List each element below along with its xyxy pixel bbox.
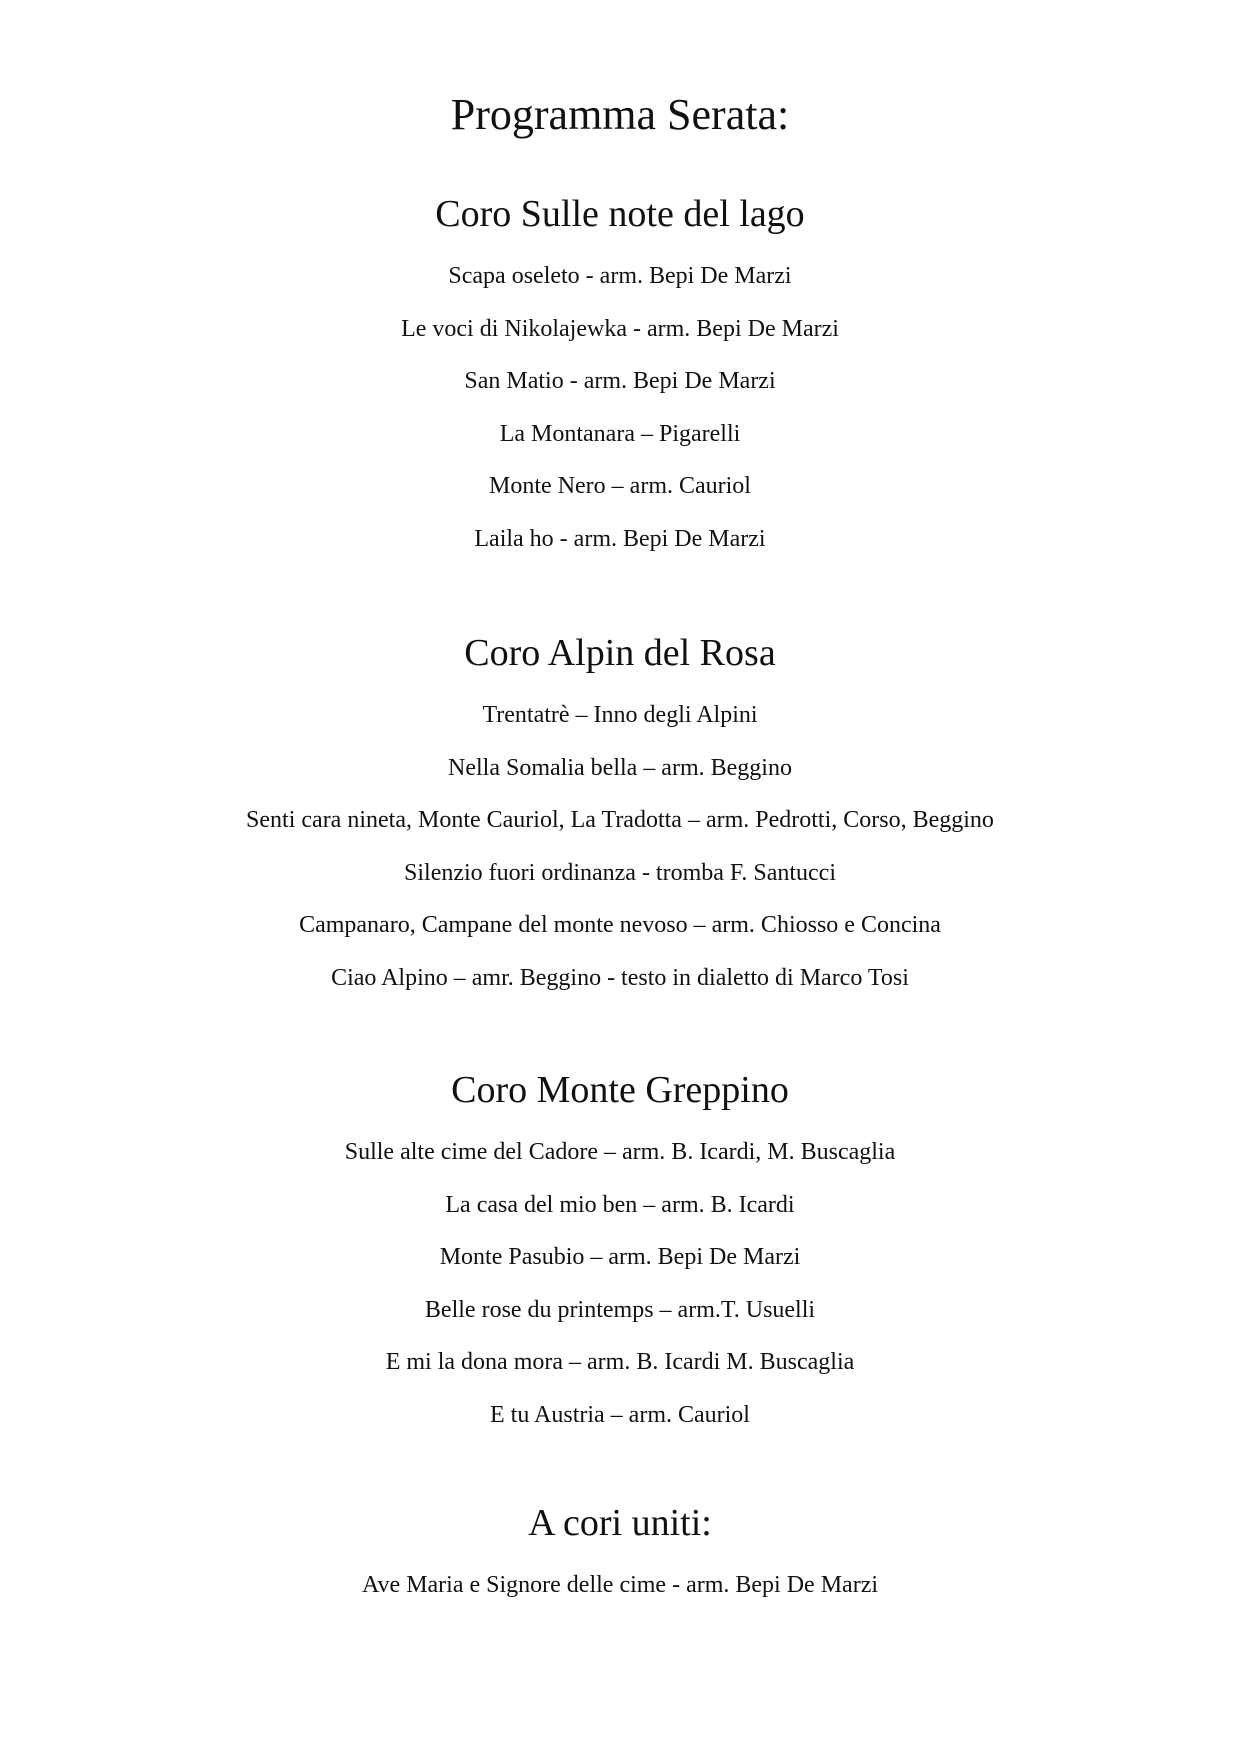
song-item: Monte Nero – arm. Cauriol	[489, 473, 751, 500]
page-title: Programma Serata:	[450, 90, 790, 140]
song-item: La Montanara – Pigarelli	[499, 420, 741, 447]
section-coro-alpin-del-rosa	[0, 627, 1240, 1005]
song-item: Nella Somalia bella – arm. Beggino	[448, 754, 792, 781]
section-coro-monte-greppino	[0, 1064, 1240, 1442]
song-item: San Matio - arm. Bepi De Marzi	[464, 368, 776, 395]
song-item: Belle rose du printemps – arm.T. Usuelli	[424, 1296, 816, 1323]
song-item: Monte Pasubio – arm. Bepi De Marzi	[439, 1244, 801, 1271]
section-heading: A cori uniti:	[528, 1502, 712, 1544]
section-heading: Coro Sulle note del lago	[435, 193, 805, 235]
song-list	[0, 1559, 1240, 1612]
song-item: Scapa oseleto - arm. Bepi De Marzi	[448, 263, 792, 289]
song-item: E mi la dona mora – arm. B. Icardi M. Buscaglia	[385, 1349, 855, 1376]
song-item: E tu Austria – arm. Cauriol	[490, 1401, 750, 1428]
section-a-cori-uniti	[0, 1497, 1240, 1612]
song-list	[0, 1126, 1240, 1442]
section-heading: Coro Alpin del Rosa	[464, 632, 776, 674]
song-item: Laila ho - arm. Bepi De Marzi	[474, 525, 766, 552]
song-item: Campanaro, Campane del monte nevoso – arm. Chiosso e Concina	[299, 912, 941, 939]
song-item: Ave Maria e Signore delle cime - arm. Bepi De Marzi	[361, 1572, 879, 1598]
section-heading: Coro Monte Greppino	[451, 1069, 789, 1111]
section-coro-sulle-note-del-lago	[0, 188, 1240, 566]
song-item: Le voci di Nikolajewka - arm. Bepi De Marzi	[401, 315, 839, 342]
song-item: Silenzio fuori ordinanza - tromba F. Santucci	[404, 859, 836, 886]
song-item: La casa del mio ben – arm. B. Icardi	[445, 1191, 795, 1218]
song-item: Sulle alte cime del Cadore – arm. B. Icardi, M. Buscaglia	[344, 1139, 896, 1165]
song-list	[0, 250, 1240, 566]
song-item: Trentatrè – Inno degli Alpini	[482, 702, 758, 728]
song-item: Senti cara nineta, Monte Cauriol, La Tradotta – arm. Pedrotti, Corso, Beggino	[246, 807, 994, 834]
song-list	[0, 689, 1240, 1005]
song-item: Ciao Alpino – amr. Beggino - testo in dialetto di Marco Tosi	[331, 964, 909, 991]
